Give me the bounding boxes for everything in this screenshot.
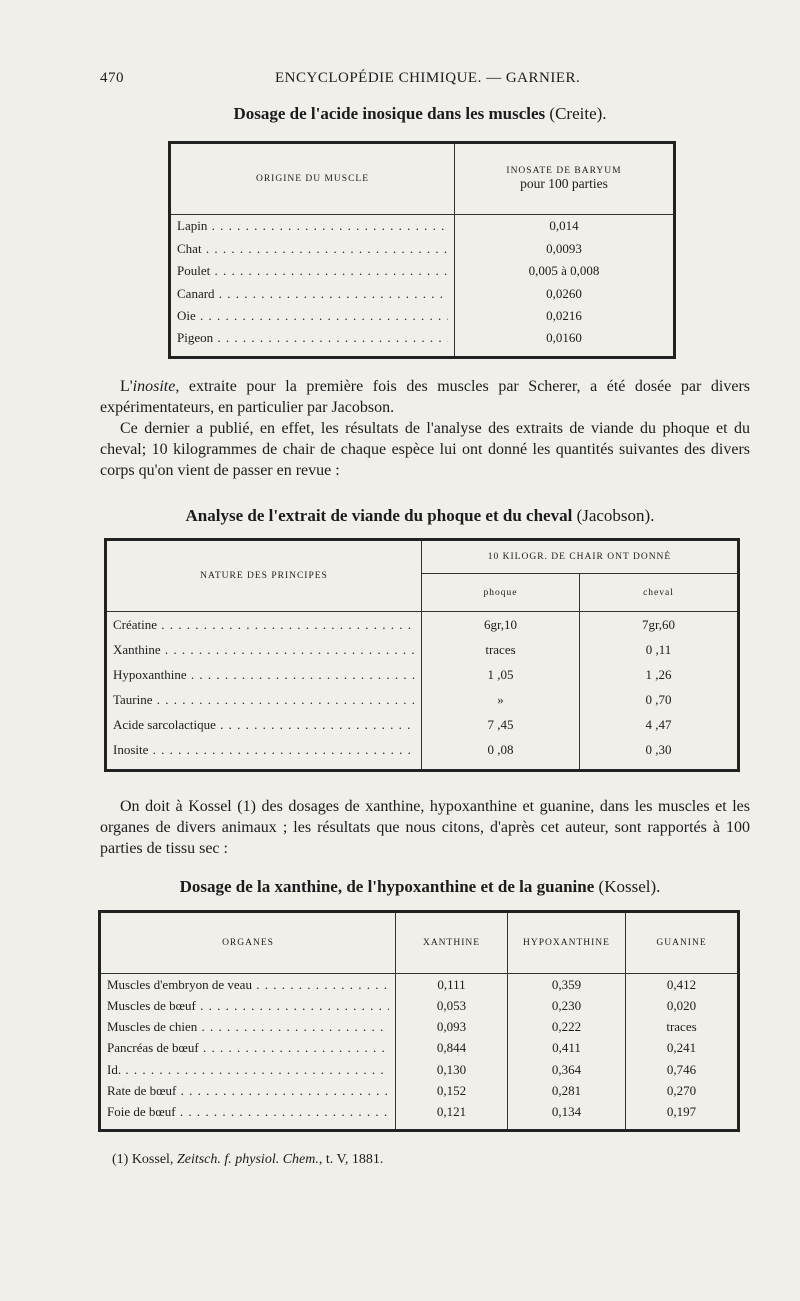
table2-row: [106, 712, 739, 737]
table2-caption: [100, 506, 740, 526]
table2-row-label: Inosite . . .: [113, 742, 415, 758]
table3-row-guanine: 0,412: [626, 974, 739, 996]
table3-col-organes: ORGANES: [100, 912, 396, 974]
table2-row-cheval: 7gr,60: [580, 612, 739, 638]
table3-row-label-cell: [100, 1038, 396, 1059]
table1-col-inosate-line2: pour 100 parties: [520, 176, 608, 191]
table2-col-nature: NATURE DES PRINCIPES: [106, 540, 422, 612]
paragraph-inosite-italic: inosite: [132, 378, 176, 395]
table1-col-inosate: [455, 143, 675, 215]
table3-spacer-cell: [396, 1123, 508, 1131]
table3-row: [100, 1059, 739, 1080]
table1-row-label: Canard . . .: [177, 286, 448, 302]
table3-row: [100, 995, 739, 1016]
table1-row-value: 0,014: [455, 215, 675, 238]
table2-row-cheval: 4 ,47: [580, 712, 739, 737]
table3-row-label-cell: [100, 1080, 396, 1101]
table2-row-phoque: 6gr,10: [422, 612, 580, 638]
table1-body: [170, 215, 675, 358]
page-number: 470: [100, 70, 124, 86]
table2-row: [106, 687, 739, 712]
table2-row-cheval: 0 ,30: [580, 737, 739, 762]
table3-row-hypoxanthine: 0,364: [508, 1059, 626, 1080]
table3-row-hypoxanthine: 0,359: [508, 974, 626, 996]
table2-spacer-cell: [580, 763, 739, 771]
table2-row-label: Xanthine . . .: [113, 642, 415, 658]
table3-col-hypoxanthine: HYPOXANTHINE: [508, 912, 626, 974]
table2-col-cheval: cheval: [580, 574, 739, 612]
table1-row-label: Chat . . .: [177, 241, 448, 257]
table3-row-xanthine: 0,111: [396, 974, 508, 996]
table3-row: [100, 974, 739, 996]
table2-caption-source: (Jacobson).: [576, 506, 655, 525]
footnote-prefix: (1) Kossel,: [112, 1152, 174, 1167]
table2-row-phoque: traces: [422, 637, 580, 662]
table2-row-label: Taurine . . .: [113, 692, 415, 708]
table3-body: [100, 974, 739, 1131]
table2-row-label-cell: [106, 612, 422, 638]
table2-row-label-cell: [106, 712, 422, 737]
table1-col-origine: ORIGINE DU MUSCLE: [170, 143, 455, 215]
table1-spacer-cell: [170, 350, 455, 358]
table3-row-xanthine: 0,093: [396, 1017, 508, 1038]
table2-row-cheval: 1 ,26: [580, 662, 739, 687]
table3-row-xanthine: 0,130: [396, 1059, 508, 1080]
text-block-2: [100, 796, 750, 859]
table2-spacer-row: [106, 763, 739, 771]
table1-row: [170, 260, 675, 282]
table2-row: [106, 612, 739, 638]
footnote-suffix: , t. V, 1881.: [318, 1152, 384, 1167]
table2-row-label-cell: [106, 637, 422, 662]
text-block-1: [100, 376, 750, 481]
table1-row-value: 0,0216: [455, 305, 675, 327]
table3-row-label: Rate de bœuf . . .: [107, 1083, 389, 1099]
table1-row-label-cell: [170, 238, 455, 260]
table3: [98, 910, 740, 1132]
table3-row: [100, 1080, 739, 1101]
table3-row-label-cell: [100, 974, 396, 996]
table1-spacer-cell: [455, 350, 675, 358]
table3-row-guanine: 0,241: [626, 1038, 739, 1059]
table3-row-hypoxanthine: 0,222: [508, 1017, 626, 1038]
table1-col-inosate-line1: INOSATE DE BARYUM: [506, 166, 622, 176]
table3-spacer-cell: [100, 1123, 396, 1131]
table1-caption: [100, 104, 740, 124]
table3-row: [100, 1101, 739, 1122]
table3-row: [100, 1017, 739, 1038]
table1-row-label-cell: [170, 327, 455, 349]
table3-row-label-cell: [100, 1101, 396, 1122]
table2-row-label: Créatine . . .: [113, 617, 415, 633]
table3-row: [100, 1038, 739, 1059]
footnote: [112, 1152, 383, 1168]
paragraph-inosite: [100, 376, 750, 418]
paragraph-jacobson: Ce dernier a publié, en effet, les résultats de l'analyse des extraits de viande du phoque et du cheval; 10 kilogrammes de chair de chaque espèce lui ont donné les quantités suivantes des divers corps qu'on vient de passer en revue :: [100, 420, 750, 479]
table3-row-hypoxanthine: 0,281: [508, 1080, 626, 1101]
table1-caption-text: Dosage de l'acide inosique dans les muscles: [233, 104, 546, 123]
table2-body: [106, 612, 739, 771]
table3-row-guanine: 0,746: [626, 1059, 739, 1080]
paragraph-kossel: On doit à Kossel (1) des dosages de xanthine, hypoxanthine et guanine, dans les muscles et les organes de divers animaux ; les résultats que nous citons, d'après cet auteur, sont rapportés à 100 parties de tissu sec :: [100, 798, 750, 857]
table2-row-label: Hypoxanthine . . .: [113, 667, 415, 683]
table3-row-label: Muscles de chien . . .: [107, 1019, 389, 1035]
table1-row: [170, 215, 675, 238]
table3-row-label-cell: [100, 995, 396, 1016]
table1-row-label-cell: [170, 282, 455, 304]
table2-row-label-cell: [106, 662, 422, 687]
table2-row: [106, 737, 739, 762]
table2-row: [106, 637, 739, 662]
table3-row-xanthine: 0,152: [396, 1080, 508, 1101]
table1-row-value: 0,0160: [455, 327, 675, 349]
table1-row-label-cell: [170, 215, 455, 238]
table1-row: [170, 327, 675, 349]
table3-col-xanthine: XANTHINE: [396, 912, 508, 974]
table1-row-label: Oie . . .: [177, 308, 448, 324]
table3-row-guanine: 0,197: [626, 1101, 739, 1122]
table1-spacer-row: [170, 350, 675, 358]
table2-row-phoque: 7 ,45: [422, 712, 580, 737]
table3-row-guanine: 0,270: [626, 1080, 739, 1101]
table3-row-label-cell: [100, 1059, 396, 1080]
table1-row-label-cell: [170, 305, 455, 327]
paragraph-inosite-rest: , extraite pour la première fois des muscles par Scherer, a été dosée par divers expérimentateurs, en particulier par Jacobson.: [100, 378, 750, 416]
table3-row-label: Foie de bœuf . . .: [107, 1104, 389, 1120]
table1-row-value: 0,0093: [455, 238, 675, 260]
table3-row-xanthine: 0,844: [396, 1038, 508, 1059]
table1-row: [170, 282, 675, 304]
table3-row-hypoxanthine: 0,230: [508, 995, 626, 1016]
table1-caption-source: (Creite).: [549, 104, 607, 123]
table1-row: [170, 305, 675, 327]
table1-row: [170, 238, 675, 260]
table2-row-label-cell: [106, 737, 422, 762]
table3-col-guanine: GUANINE: [626, 912, 739, 974]
table2-row-label-cell: [106, 687, 422, 712]
table2-row-phoque: 1 ,05: [422, 662, 580, 687]
table3-caption: [100, 877, 740, 897]
table2: [104, 538, 740, 772]
table2-caption-text: Analyse de l'extrait de viande du phoque et du cheval: [185, 506, 573, 525]
table2-row-phoque: »: [422, 687, 580, 712]
table3-row-label: Muscles de bœuf . . .: [107, 998, 389, 1014]
table2-row-phoque: 0 ,08: [422, 737, 580, 762]
table3-spacer-cell: [626, 1123, 739, 1131]
table3-row-xanthine: 0,121: [396, 1101, 508, 1122]
table3-row-label-cell: [100, 1017, 396, 1038]
table1-row-label: Pigeon . . .: [177, 330, 448, 346]
running-title: ENCYCLOPÉDIE CHIMIQUE. — GARNIER.: [275, 70, 581, 86]
table2-row-cheval: 0 ,70: [580, 687, 739, 712]
table2-spacer-cell: [422, 763, 580, 771]
table2-row-label: Acide sarcolactique . . .: [113, 717, 415, 733]
table3-row-label: Muscles d'embryon de veau . . .: [107, 977, 389, 993]
table1-row-value: 0,005 à 0,008: [455, 260, 675, 282]
table3-spacer-cell: [508, 1123, 626, 1131]
table3-row-guanine: 0,020: [626, 995, 739, 1016]
table3-spacer-row: [100, 1123, 739, 1131]
table2-spacer-cell: [106, 763, 422, 771]
footnote-journal: Zeitsch. f. physiol. Chem.: [176, 1152, 319, 1167]
table1-row-value: 0,0260: [455, 282, 675, 304]
table1: [168, 141, 676, 359]
table2-row-cheval: 0 ,11: [580, 637, 739, 662]
table2-group-header: 10 KILOGR. DE CHAIR ONT DONNÉ: [422, 540, 739, 574]
table1-row-label: Poulet . . .: [177, 263, 448, 279]
paragraph-inosite-lead: L': [120, 378, 133, 395]
table3-row-hypoxanthine: 0,134: [508, 1101, 626, 1122]
table3-caption-source: (Kossel).: [598, 877, 661, 896]
table3-row-label: Id. . . .: [107, 1062, 389, 1078]
table2-col-phoque: phoque: [422, 574, 580, 612]
table2-row: [106, 662, 739, 687]
table3-row-hypoxanthine: 0,411: [508, 1038, 626, 1059]
table3-caption-text: Dosage de la xanthine, de l'hypoxanthine et de la guanine: [179, 877, 595, 896]
table1-row-label-cell: [170, 260, 455, 282]
table3-row-xanthine: 0,053: [396, 995, 508, 1016]
table3-row-label: Pancréas de bœuf . . .: [107, 1040, 389, 1056]
table1-row-label: Lapin . . .: [177, 218, 448, 234]
table3-row-guanine: traces: [626, 1017, 739, 1038]
